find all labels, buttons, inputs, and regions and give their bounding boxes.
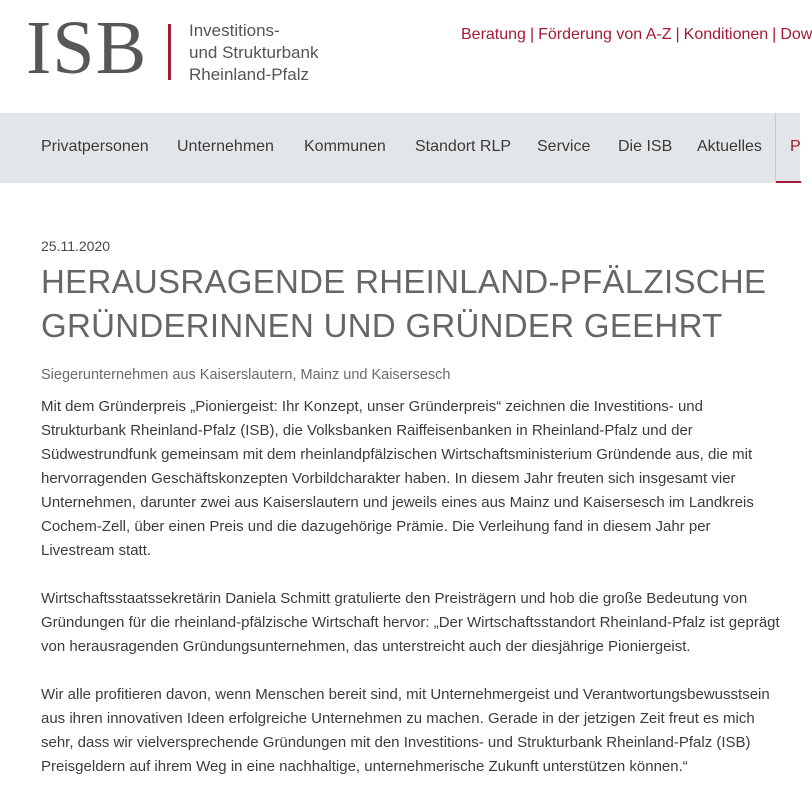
logo-mark: ISB: [26, 6, 148, 90]
nav-item-standort-rlp[interactable]: Standort RLP: [415, 138, 512, 155]
logo-divider: [168, 24, 171, 80]
service-link-beratung[interactable]: Beratung: [461, 26, 526, 43]
nav-item-privatpersonen[interactable]: Privatpersonen: [41, 138, 149, 155]
service-nav: [461, 26, 812, 44]
nav-item-kommunen[interactable]: Kommunen: [304, 138, 386, 155]
service-link-konditionen[interactable]: Konditionen: [683, 26, 769, 43]
article-paragraph: Wirtschaftsstaatssekretärin Daniela Schmitt gratulierte den Preisträgern und hob die große Bedeutung von Gründungen für die rheinland-pfälzische Wirtschaft hervor: „Der Wirtschaftsstandort Rheinland-Pfalz ist geprägt von herausragenden Gründungsunternehmen, das unterstreicht auch der diesjährige Pioniergeist.: [41, 590, 780, 655]
service-link-foerderung[interactable]: Förderung von A-Z: [538, 26, 672, 43]
service-nav-separator: |: [675, 26, 680, 43]
nav-item-service[interactable]: Service: [537, 138, 591, 155]
service-nav-separator: |: [529, 26, 535, 43]
nav-item-aktuelles[interactable]: Aktuelles: [697, 138, 762, 155]
article: [41, 236, 781, 779]
main-nav: [0, 113, 800, 183]
logo-line-1: Investitions-: [189, 21, 280, 40]
article-date: 25.11.2020: [41, 238, 111, 254]
service-link-downloads[interactable]: Dow: [780, 26, 812, 43]
article-paragraph: Mit dem Gründerpreis „Pioniergeist: Ihr Konzept, unser Gründerpreis“ zeichnen die Investitions- und Strukturbank Rheinland-Pfalz (ISB), die Volksbanken Raiffeisenbanken in Rheinland-Pfalz und der Südwestrundfunk gemeinsam mit dem rheinlandpfälzischen Wirtschaftsministerium Gründende aus, die mit hervorragenden Geschäftskonzepten Vorbildcharakter haben. In diesem Jahr freuten sich insgesamt vier Unternehmen, darunter zwei aus Kaiserslautern und jeweils eines aus Mainz und Kaisersesch im Landkreis Cochem-Zell, über einen Preis und die dazugehörige Prämie. Die Verleihung fand in diesem Jahr per Livestream statt.: [41, 398, 754, 559]
nav-item-die-isb[interactable]: Die ISB: [618, 138, 673, 155]
logo-line-3: Rheinland-Pfalz: [189, 65, 310, 84]
logo-line-2: und Strukturbank: [189, 43, 319, 62]
article-title: HERAUSRAGENDE RHEINLAND-PFÄLZISCHE GRÜNDERINNEN UND GRÜNDER GEEHRT: [41, 263, 767, 344]
nav-item-unternehmen[interactable]: Unternehmen: [177, 138, 274, 155]
article-subtitle: Siegerunternehmen aus Kaiserslautern, Mainz und Kaisersesch: [41, 367, 451, 383]
logo-wordmark: [189, 20, 318, 86]
article-paragraph: Wir alle profitieren davon, wenn Menschen bereit sind, mit Unternehmergeist und Verantwortungsbewusstsein aus ihren innovativen Ideen erfolgreiche Unternehmen zu machen. Gerade in der jetzigen Zeit freut es mich sehr, dass wir vielversprechende Gründungen mit den Investitions- und Strukturbank Rheinland-Pfalz (ISB) Preisgeldern auf ihrem Weg in eine nachhaltige, unternehmerische Zukunft unterstützen können.“: [41, 686, 770, 775]
site-header: [0, 0, 812, 113]
nav-item-presse[interactable]: P: [775, 113, 801, 183]
service-nav-separator: |: [772, 26, 777, 43]
